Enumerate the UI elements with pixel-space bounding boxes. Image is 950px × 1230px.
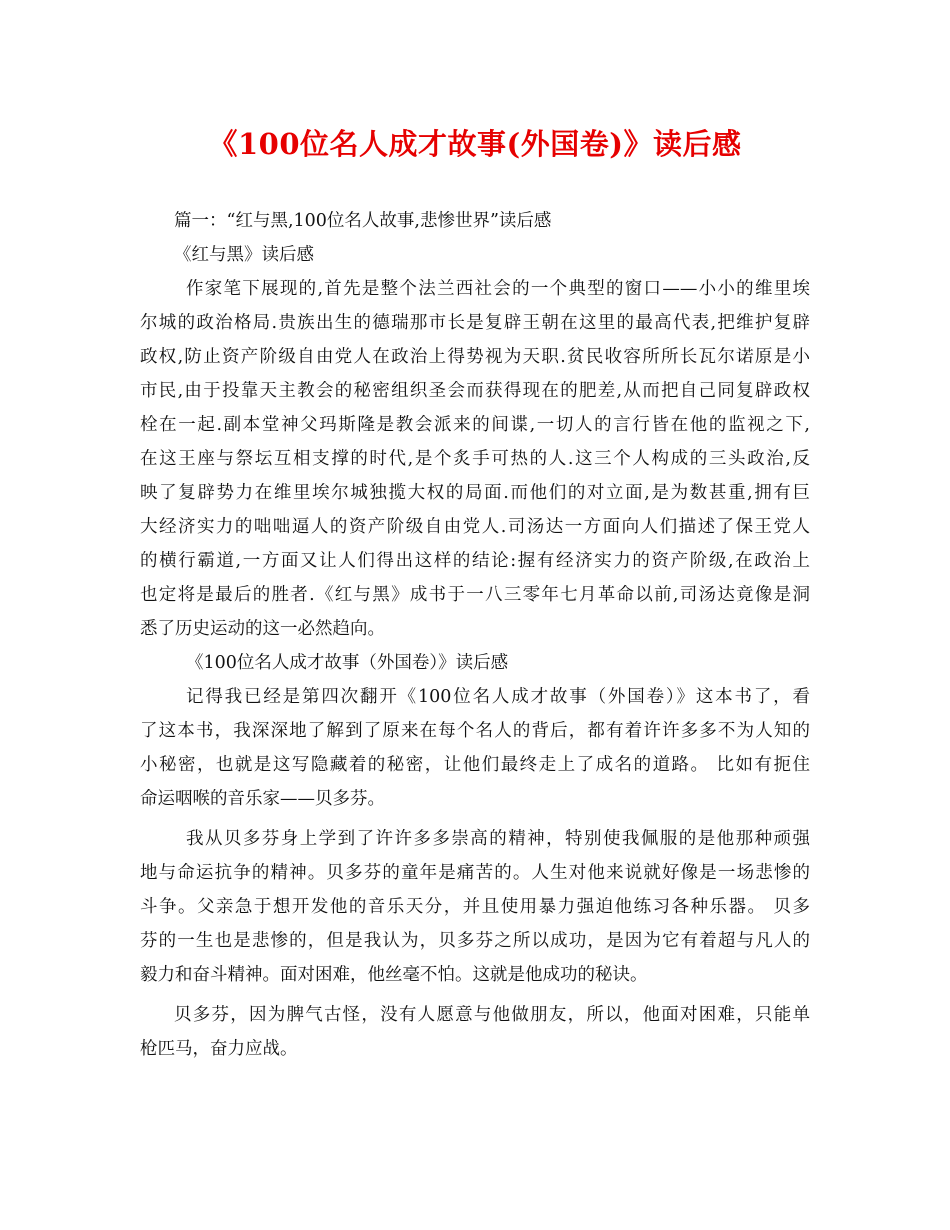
- text-line: 《红与黑》读后感: [174, 245, 314, 265]
- text-line: 芬的一生也是悲惨的，但是我认为，贝多芬之所以成功，是因为它有着超与凡人的: [140, 931, 810, 951]
- text-line: 映了复辟势力在维里埃尔城独揽大权的局面.而他们的对立面,是为数甚重,拥有巨: [140, 483, 810, 503]
- text-line: 尔城的政治格局.贵族出生的德瑞那市长是复辟王朝在这里的最高代表,把维护复辟: [140, 313, 810, 333]
- text-line: 我从贝多芬身上学到了许许多多崇高的精神，特别使我佩服的是他那种顽强: [186, 829, 810, 849]
- text-line: 大经济实力的咄咄逼人的资产阶级自由党人.司汤达一方面向人们描述了保王党人: [140, 517, 810, 537]
- text-line: 枪匹马，奋力应战。: [140, 1039, 298, 1059]
- text-line: 命运咽喉的音乐家——贝多芬。: [140, 789, 385, 809]
- text-line: 的横行霸道,一方面又让人们得出这样的结论:握有经济实力的资产阶级,在政治上: [140, 551, 810, 571]
- text-line: 地与命运抗争的精神。贝多芬的童年是痛苦的。人生对他来说就好像是一场悲惨的: [140, 863, 810, 883]
- text-line: 作家笔下展现的,首先是整个法兰西社会的一个典型的窗口——小小的维里埃: [186, 279, 810, 299]
- text-line: 贝多芬，因为脾气古怪，没有人愿意与他做朋友，所以，他面对困难，只能单: [174, 1005, 810, 1025]
- text-line: 栓在一起.副本堂神父玛斯隆是教会派来的间谍,一切人的言行皆在他的监视之下,: [140, 415, 810, 435]
- text-line: 毅力和奋斗精神。面对困难，他丝毫不怕。这就是他成功的秘诀。: [140, 965, 648, 985]
- text-line: 政权,防止资产阶级自由党人在政治上得势视为天职.贫民收容所所长瓦尔诺原是小: [140, 347, 810, 367]
- document-body: [140, 204, 810, 1066]
- document-title: 《100位名人成才故事(外国卷)》读后感: [208, 127, 742, 161]
- text-line: 悉了历史运动的这一必然趋向。: [140, 619, 385, 639]
- text-line: 了这本书，我深深地了解到了原来在每个名人的背后，都有着许许多多不为人知的: [140, 721, 810, 741]
- text-line: 在这王座与祭坛互相支撑的时代,是个炙手可热的人.这三个人构成的三头政治,反: [140, 449, 810, 469]
- text-line: 斗争。父亲急于想开发他的音乐天分，并且使用暴力强迫他练习各种乐器。 贝多: [140, 897, 810, 917]
- text-line: 也定将是最后的胜者.《红与黑》成书于一八三零年七月革命以前,司汤达竟像是洞: [140, 585, 810, 605]
- text-line: 市民,由于投靠天主教会的秘密组织圣会而获得现在的肥差,从而把自己同复辟政权: [140, 381, 810, 401]
- text-line: 小秘密，也就是这写隐藏着的秘密，让他们最终走上了成名的道路。 比如有扼住: [140, 755, 810, 775]
- text-line: 《100位名人成才故事（外国卷）》读后感: [186, 653, 509, 673]
- text-line: 篇一：“红与黑,100位名人故事,悲惨世界”读后感: [174, 211, 552, 231]
- text-line: 记得我已经是第四次翻开《100位名人成才故事（外国卷）》这本书了，看: [186, 687, 810, 707]
